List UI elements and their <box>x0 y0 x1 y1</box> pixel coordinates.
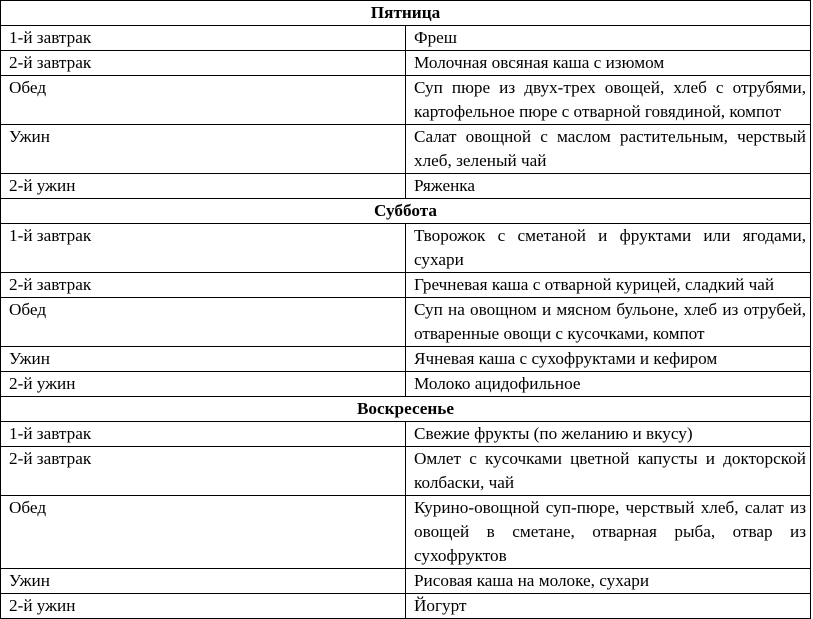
day-name: Суббота <box>1 199 811 224</box>
meal-dish: Ячневая каша с сухофруктами и кефиром <box>406 347 811 372</box>
meal-dish: Омлет с кусочками цветной капусты и докторской колбаски, чай <box>406 447 811 496</box>
meal-row <box>1 125 811 174</box>
meal-dish: Йогурт <box>406 594 811 619</box>
meal-row <box>1 51 811 76</box>
meal-dish: Свежие фрукты (по желанию и вкусу) <box>406 422 811 447</box>
meal-dish: Гречневая каша с отварной курицей, сладкий чай <box>406 273 811 298</box>
meal-name: Ужин <box>1 125 406 174</box>
meal-name: Обед <box>1 76 406 125</box>
meal-row <box>1 273 811 298</box>
meal-name: Обед <box>1 298 406 347</box>
meal-name: 1-й завтрак <box>1 422 406 447</box>
meal-dish: Салат овощной с маслом растительным, черствый хлеб, зеленый чай <box>406 125 811 174</box>
meal-row <box>1 224 811 273</box>
day-header-row <box>1 397 811 422</box>
meal-row <box>1 347 811 372</box>
meal-row <box>1 372 811 397</box>
meal-dish: Суп пюре из двух-трех овощей, хлеб с отрубями, картофельное пюре с отварной говядиной, компот <box>406 76 811 125</box>
meal-name: Обед <box>1 496 406 569</box>
meal-dish: Фреш <box>406 26 811 51</box>
meal-name: 2-й завтрак <box>1 273 406 298</box>
meal-name: Ужин <box>1 569 406 594</box>
meal-row <box>1 26 811 51</box>
meal-row <box>1 496 811 569</box>
meal-name: 2-й ужин <box>1 174 406 199</box>
meal-row <box>1 422 811 447</box>
meal-name: 2-й завтрак <box>1 51 406 76</box>
meal-dish: Молочная овсяная каша с изюмом <box>406 51 811 76</box>
meal-name: 1-й завтрак <box>1 26 406 51</box>
meal-name: 2-й завтрак <box>1 447 406 496</box>
day-name: Пятница <box>1 1 811 26</box>
meal-name: 1-й завтрак <box>1 224 406 273</box>
meal-dish: Суп на овощном и мясном бульоне, хлеб из отрубей, отваренные овощи с кусочками, компот <box>406 298 811 347</box>
day-name: Воскресенье <box>1 397 811 422</box>
day-header-row <box>1 1 811 26</box>
meal-dish: Курино-овощной суп-пюре, черствый хлеб, салат из овощей в сметане, отварная рыба, отвар из сухофруктов <box>406 496 811 569</box>
meal-row <box>1 298 811 347</box>
meal-row <box>1 76 811 125</box>
day-header-row <box>1 199 811 224</box>
meal-dish: Молоко ацидофильное <box>406 372 811 397</box>
meal-dish: Рисовая каша на молоке, сухари <box>406 569 811 594</box>
meal-row <box>1 569 811 594</box>
meal-name: 2-й ужин <box>1 594 406 619</box>
meal-dish: Творожок с сметаной и фруктами или ягодами, сухари <box>406 224 811 273</box>
meal-row <box>1 447 811 496</box>
meal-row <box>1 174 811 199</box>
meal-name: Ужин <box>1 347 406 372</box>
meal-dish: Ряженка <box>406 174 811 199</box>
meal-name: 2-й ужин <box>1 372 406 397</box>
meal-row <box>1 594 811 619</box>
